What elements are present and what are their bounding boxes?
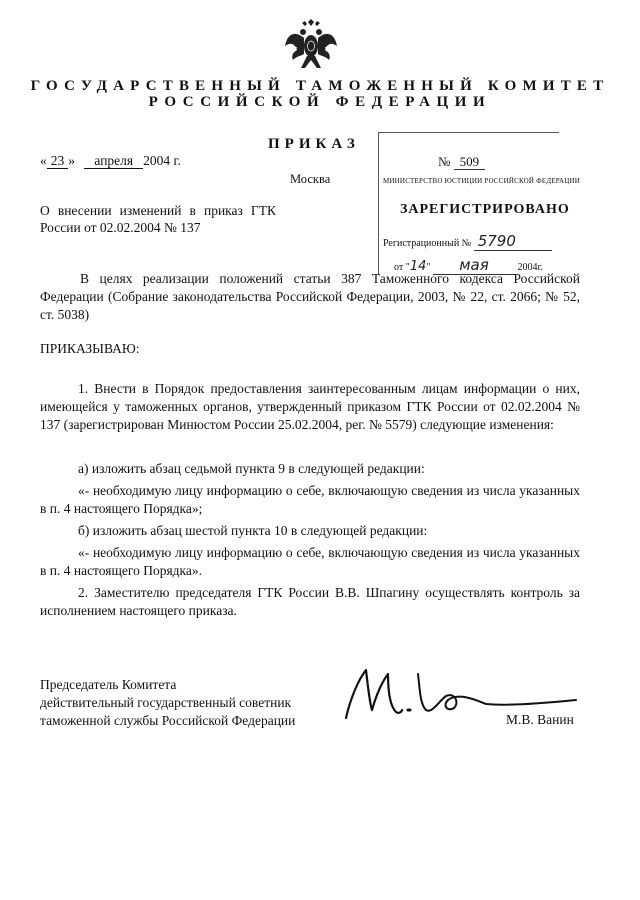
date-close-quote: »	[68, 153, 75, 168]
stamp-number-prefix: №	[438, 154, 451, 169]
item-2: 2. Заместителю председателя ГТК России В.В. Шпагину осуществлять контроль за исполнением настоящего приказа.	[40, 585, 580, 618]
position-line-2: действительный государственный советник	[40, 695, 292, 710]
preamble: В целях реализации положений статьи 387 Таможенного кодекса Российской Федерации (Собрание законодательства Российской Федерации, 2003, № 22, ст. 2066; № 52, ст. 5038)	[40, 271, 580, 322]
stamp-date-year: 2004г.	[517, 262, 543, 273]
date-month: апреля	[84, 153, 143, 169]
stamp-number-value: 509	[454, 154, 486, 170]
order-city: Москва	[290, 172, 331, 186]
item-a-quote: «- необходимую лицу информацию о себе, включающую сведения из числа указанных в п. 4 настоящего Порядка»;	[40, 483, 580, 516]
header-country: РОССИЙСКОЙ ФЕДЕРАЦИИ	[148, 94, 492, 110]
stamp-date-month: мая	[433, 256, 515, 275]
header-committee: ГОСУДАРСТВЕННЫЙ ТАМОЖЕННЫЙ КОМИТЕТ	[30, 78, 610, 94]
order-date	[40, 153, 181, 169]
stamp-number	[438, 154, 485, 170]
stamp-registered: ЗАРЕГИСТРИРОВАНО	[400, 202, 570, 217]
double-headed-eagle-icon	[283, 16, 339, 72]
stamp-registration-number	[383, 232, 552, 251]
date-day: 23	[47, 153, 69, 169]
order-subject: О внесении изменений в приказ ГТК России от 02.02.2004 № 137	[40, 203, 276, 235]
item-a: а) изложить абзац седьмой пункта 9 в следующей редакции:	[78, 461, 425, 476]
order-title: ПРИКАЗ	[268, 136, 360, 152]
position-line-3: таможенной службы Российской Федерации	[40, 713, 296, 728]
stamp-date-prefix: от "	[394, 262, 410, 273]
date-open-quote: «	[40, 153, 47, 168]
order-word: ПРИКАЗЫВАЮ:	[40, 341, 140, 356]
position-line-1: Председатель Комитета	[40, 677, 177, 692]
stamp-date-day: 14	[409, 259, 427, 274]
signer-name: М.В. Ванин	[506, 712, 574, 727]
date-year: 2004 г.	[143, 153, 181, 168]
item-b-quote: «- необходимую лицу информацию о себе, включающую сведения из числа указанных в п. 4 настоящего Порядка».	[40, 545, 580, 578]
stamp-organization: МИНИСТЕРСТВО ЮСТИЦИИ РОССИЙСКОЙ ФЕДЕРАЦИИ	[383, 177, 580, 185]
signer-position	[40, 676, 295, 730]
stamp-regno-label: Регистрационный №	[383, 238, 472, 249]
item-1: 1. Внести в Порядок предоставления заинтересованным лицам информации о них, имеющейся у таможенных органов, утвержденный приказом ГТК России от 02.02.2004 № 137 (зарегистрирован Минюстом России 25.02.2004, рег. № 5579) следующие изменения:	[40, 381, 580, 432]
stamp-date-quote: "	[426, 262, 431, 273]
item-b: б) изложить абзац шестой пункта 10 в следующей редакции:	[78, 523, 428, 538]
stamp-regno-value: 5790	[474, 232, 552, 251]
